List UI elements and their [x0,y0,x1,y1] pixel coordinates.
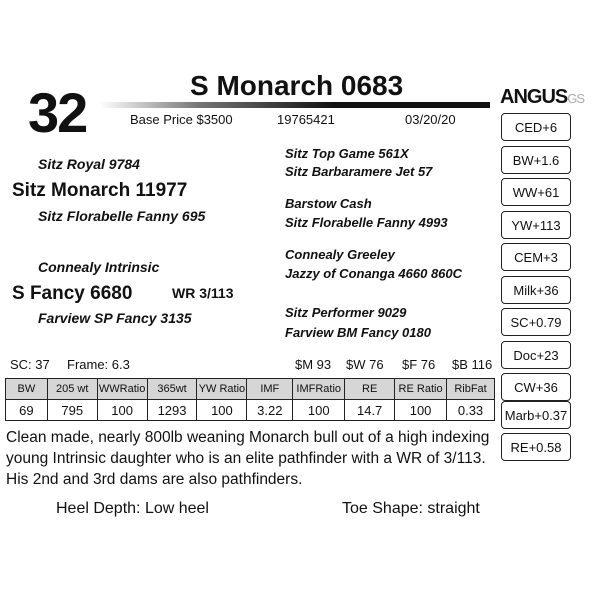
bull-description: Clean made, nearly 800lb weaning Monarch bull out of a high indexing young Intrinsic daughter who is an elite pathfinder with a WR of 3/113. His 2nd and 3rd dams are also pathfinders. [6,429,490,488]
epd-ww: WW+61 [501,178,571,206]
pedigree-sire-dam: Sitz Florabelle Fanny 695 [38,208,206,224]
epd-cw: CW+36 [501,373,571,401]
table-cell: 100 [197,400,247,421]
index-w: $W 76 [346,357,384,372]
index-m: $M 93 [295,357,332,372]
pedigree-dd-dam: Farview BM Fancy 0180 [285,325,431,340]
index-b: $B 116 [452,357,493,372]
pedigree-ds-sire: Connealy Greeley [285,247,395,262]
performance-header-row [6,379,495,400]
table-cell: 100 [395,400,447,421]
epd-bw: BW+1.6 [501,146,571,174]
table-header: IMFRatio [293,379,345,400]
gs-logo-text: GS [567,91,585,106]
registration-number: 19765421 [277,112,335,127]
angus-gs-logo [500,86,584,109]
frame-score: Frame: 6.3 [67,357,130,372]
table-cell: 3.22 [247,400,293,421]
birth-date: 03/20/20 [405,112,456,127]
table-header: YW Ratio [197,379,247,400]
pedigree-ds-dam: Jazzy of Conanga 4660 860C [285,266,463,281]
pedigree-ss-dam: Sitz Barbaramere Jet 57 [285,164,433,179]
pedigree-sire: Sitz Monarch 11977 [12,180,188,201]
epd-yw: YW+113 [501,211,571,239]
pedigree-dam: S Fancy 6680 [12,283,133,304]
toe-shape: Toe Shape: straight [342,500,480,517]
animal-name: S Monarch 0683 [190,70,404,101]
table-header: RE [345,379,395,400]
epd-marb: Marb+0.37 [501,401,571,429]
index-f: $F 76 [402,357,436,372]
pedigree-ss-sire: Sitz Top Game 561X [285,146,409,161]
table-cell: 100 [97,400,147,421]
epd-ced: CED+6 [501,113,571,141]
table-header: RE Ratio [395,379,447,400]
table-cell: 1293 [147,400,197,421]
pedigree-sd-sire: Barstow Cash [285,196,372,211]
title-underline [100,102,490,108]
angus-logo-text: ANGUS [500,86,568,108]
epd-cem: CEM+3 [501,243,571,271]
table-header: RibFat [447,379,495,400]
epd-milk: Milk+36 [501,276,571,304]
pedigree-sire-sire: Sitz Royal 9784 [38,156,140,172]
table-header: BW [6,379,48,400]
lot-number: 32 [28,81,87,144]
performance-value-row [6,400,495,421]
heel-depth: Heel Depth: Low heel [56,500,209,517]
pedigree-sd-dam: Sitz Florabelle Fanny 4993 [285,215,448,230]
scrotal-circumference: SC: 37 [10,357,50,372]
epd-re: RE+0.58 [501,433,571,461]
table-cell: 14.7 [345,400,395,421]
epd-sc: SC+0.79 [501,308,571,336]
epd-doc: Doc+23 [501,341,571,369]
pedigree-dam-sire: Connealy Intrinsic [38,259,160,275]
table-cell: 69 [6,400,48,421]
table-cell: 795 [47,400,97,421]
base-price: Base Price $3500 [130,112,233,127]
pedigree-dam-dam: Farview SP Fancy 3135 [38,310,192,326]
table-cell: 0.33 [447,400,495,421]
table-header: 365wt [147,379,197,400]
weaning-ratio: WR 3/113 [172,285,234,301]
pedigree-dd-sire: Sitz Performer 9029 [285,305,407,320]
table-header: WWRatio [97,379,147,400]
table-cell: 100 [293,400,345,421]
performance-table [5,378,495,421]
table-header: 205 wt [47,379,97,400]
table-header: IMF [247,379,293,400]
